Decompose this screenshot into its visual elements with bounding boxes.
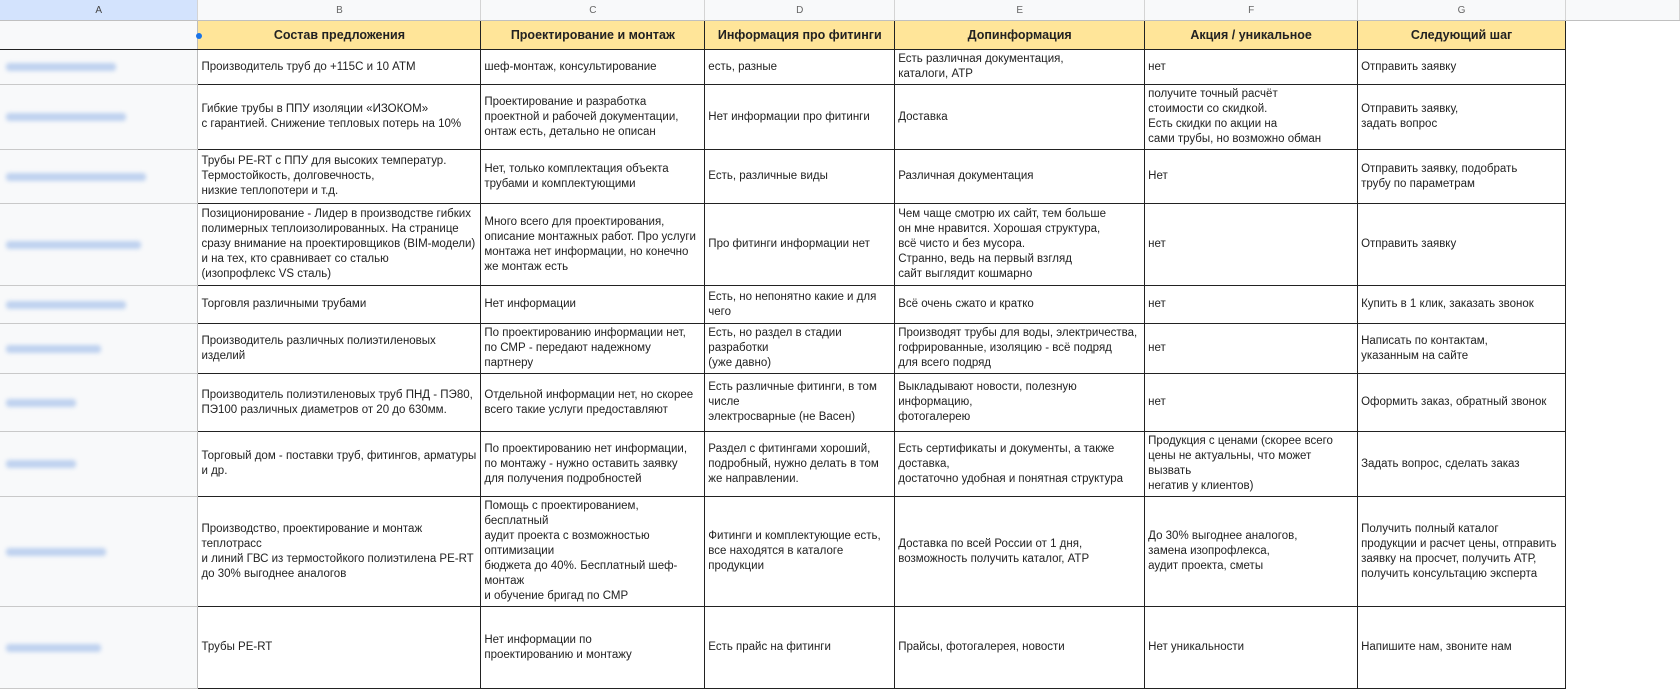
cell-offer[interactable]: Торговля различными трубами — [198, 286, 481, 324]
cell-next-step[interactable]: Оформить заказ, обратный звонок — [1358, 374, 1566, 432]
cell-next-step[interactable]: Отправить заявку — [1358, 204, 1566, 286]
cell-extra-info[interactable]: Есть различная документация, каталоги, АТР — [895, 50, 1145, 85]
table-row — [0, 204, 1680, 286]
url-cell[interactable] — [0, 150, 198, 204]
empty-cell — [1566, 150, 1680, 204]
cell-next-step[interactable]: Отправить заявку — [1358, 50, 1566, 85]
header-cell-fittings[interactable]: Информация про фитинги — [705, 21, 895, 50]
cell-fittings[interactable]: есть, разные — [705, 50, 895, 85]
url-cell[interactable] — [0, 497, 198, 607]
cell-offer[interactable]: Производитель полиэтиленовых труб ПНД - ПЭ80, ПЭ100 различных диаметров от 20 до 630мм. — [198, 374, 481, 432]
url-cell[interactable] — [0, 432, 198, 497]
cell-fittings[interactable]: Есть прайс на фитинги — [705, 607, 895, 689]
header-row — [0, 21, 1680, 50]
table-row — [0, 85, 1680, 150]
header-cell-promo[interactable]: Акция / уникальное — [1145, 21, 1358, 50]
table-row — [0, 50, 1680, 85]
blurred-link[interactable] — [6, 173, 146, 181]
cell-design[interactable]: По проектированию нет информации, по монтажу - нужно оставить заявку для получения подробностей — [481, 432, 705, 497]
cell-design[interactable]: Нет информации — [481, 286, 705, 324]
cell-fittings[interactable]: Есть различные фитинги, в том числе электросварные (не Васен) — [705, 374, 895, 432]
cell-fittings[interactable]: Есть, но раздел в стадии разработки (уже давно) — [705, 324, 895, 374]
cell-extra-info[interactable]: Чем чаще смотрю их сайт, тем больше он мне нравится. Хорошая структура, всё чисто и без мусора. Странно, ведь на первый взгляд сайт выглядит кошмарно — [895, 204, 1145, 286]
cell-fittings[interactable]: Про фитинги информации нет — [705, 204, 895, 286]
url-cell[interactable] — [0, 324, 198, 374]
table-row — [0, 150, 1680, 204]
cell-promo[interactable]: нет — [1145, 324, 1358, 374]
empty-cell — [1566, 204, 1680, 286]
cell-offer[interactable]: Гибкие трубы в ППУ изоляции «ИЗОКОМ» с гарантией. Снижение тепловых потерь на 10% — [198, 85, 481, 150]
cell-fittings[interactable]: Фитинги и комплектующие есть, все находятся в каталоге продукции — [705, 497, 895, 607]
empty-cell — [1566, 497, 1680, 607]
cell-promo[interactable]: До 30% выгоднее аналогов, замена изопрофлекса, аудит проекта, сметы — [1145, 497, 1358, 607]
blurred-link[interactable] — [6, 399, 76, 407]
column-header-e[interactable]: E — [895, 0, 1145, 21]
empty-cell — [1566, 432, 1680, 497]
blurred-link[interactable] — [6, 241, 141, 249]
empty-cell — [1566, 21, 1680, 50]
url-cell[interactable] — [0, 50, 198, 85]
url-cell[interactable] — [0, 374, 198, 432]
column-header-c[interactable]: C — [481, 0, 705, 21]
cell-fittings[interactable]: Есть, но непонятно какие и для чего — [705, 286, 895, 324]
cell-extra-info[interactable]: Всё очень сжато и кратко — [895, 286, 1145, 324]
cell-design[interactable]: По проектированию информации нет, по СМР - передают надежному партнеру — [481, 324, 705, 374]
table-row — [0, 286, 1680, 324]
column-header-g[interactable]: G — [1358, 0, 1566, 21]
cell-promo[interactable]: Нет уникальности — [1145, 607, 1358, 689]
cell-design[interactable]: Проектирование и разработка проектной и рабочей документации, онтаж есть, детально не описан — [481, 85, 705, 150]
cell-extra-info[interactable]: Прайсы, фотогалерея, новости — [895, 607, 1145, 689]
column-header-empty — [1566, 0, 1680, 21]
blurred-link[interactable] — [6, 301, 126, 309]
url-cell[interactable] — [0, 85, 198, 150]
cell-design[interactable]: Помощь с проектированием, бесплатный аудит проекта с возможностью оптимизации бюджета до 40%. Бесплатный шеф-монтаж и обучение бригад по СМР — [481, 497, 705, 607]
empty-cell — [1566, 374, 1680, 432]
blurred-link[interactable] — [6, 63, 116, 71]
column-header-d[interactable]: D — [705, 0, 895, 21]
cell-offer[interactable]: Трубы PE-RT с ППУ для высоких температур. Термостойкость, долговечность, низкие теплопотери и т.д. — [198, 150, 481, 204]
blurred-link[interactable] — [6, 345, 101, 353]
cell-next-step[interactable]: Отправить заявку, подобрать трубу по параметрам — [1358, 150, 1566, 204]
header-cell-extra-info[interactable]: Допинформация — [895, 21, 1145, 50]
url-cell[interactable] — [0, 286, 198, 324]
table-row — [0, 324, 1680, 374]
empty-cell — [1566, 85, 1680, 150]
cell-extra-info[interactable]: Выкладывают новости, полезную информацию, фотогалерею — [895, 374, 1145, 432]
cell-fittings[interactable]: Есть, различные виды — [705, 150, 895, 204]
cell-next-step[interactable]: Задать вопрос, сделать заказ — [1358, 432, 1566, 497]
column-header-b[interactable]: B — [198, 0, 481, 21]
table-row — [0, 432, 1680, 497]
header-cell-offer[interactable]: Состав предложения — [198, 21, 481, 50]
url-cell[interactable] — [0, 21, 198, 50]
cell-offer[interactable]: Производство, проектирование и монтаж теплотрасс и линий ГВС из термостойкого полиэтилена PE-RT до 30% выгоднее аналогов — [198, 497, 481, 607]
cell-offer[interactable]: Торговый дом - поставки труб, фитингов, арматуры и др. — [198, 432, 481, 497]
cell-next-step[interactable]: Купить в 1 клик, заказать звонок — [1358, 286, 1566, 324]
cell-fittings[interactable]: Нет информации про фитинги — [705, 85, 895, 150]
header-cell-design[interactable]: Проектирование и монтаж — [481, 21, 705, 50]
cell-promo[interactable]: Нет — [1145, 150, 1358, 204]
header-cell-next-step[interactable]: Следующий шаг — [1358, 21, 1566, 50]
cell-extra-info[interactable]: Доставка — [895, 85, 1145, 150]
empty-cell — [1566, 324, 1680, 374]
blurred-link[interactable] — [6, 460, 76, 468]
cell-promo[interactable]: нет — [1145, 374, 1358, 432]
url-cell[interactable] — [0, 204, 198, 286]
cell-extra-info[interactable]: Различная документация — [895, 150, 1145, 204]
cell-promo[interactable]: нет — [1145, 204, 1358, 286]
cell-fittings[interactable]: Раздел с фитингами хороший, подробный, нужно делать в том же направлении. — [705, 432, 895, 497]
cell-next-step[interactable]: Написать по контактам, указанным на сайте — [1358, 324, 1566, 374]
cell-next-step[interactable]: Получить полный каталог продукции и расчет цены, отправить заявку на просчет, получить АТР, получить консультацию эксперта — [1358, 497, 1566, 607]
cell-extra-info[interactable]: Есть сертификаты и документы, а также доставка, достаточно удобная и понятная структура — [895, 432, 1145, 497]
blurred-link[interactable] — [6, 548, 106, 556]
cell-design[interactable]: Нет, только комплектация объекта трубами и комплектующими — [481, 150, 705, 204]
empty-cell — [1566, 607, 1680, 689]
cell-next-step[interactable]: Отправить заявку, задать вопрос — [1358, 85, 1566, 150]
cell-promo[interactable]: нет — [1145, 286, 1358, 324]
table-row — [0, 497, 1680, 607]
cell-promo[interactable]: Продукция с ценами (скорее всего цены не актуальны, что может вызвать негатив у клиентов) — [1145, 432, 1358, 497]
cell-design[interactable]: шеф-монтаж, консультирование — [481, 50, 705, 85]
column-header-a[interactable]: A — [0, 0, 198, 21]
cell-promo[interactable]: нет — [1145, 50, 1358, 85]
cell-offer[interactable]: Трубы PE-RT — [198, 607, 481, 689]
cell-design[interactable]: Нет информации по проектированию и монтажу — [481, 607, 705, 689]
empty-cell — [1566, 286, 1680, 324]
cell-offer[interactable]: Позиционирование - Лидер в производстве гибких полимерных теплоизолированных. На странице сразу внимание на проектировщиков (BIM-модели) и на тех, кто сравнивает со сталью (изопрофлекс VS сталь) — [198, 204, 481, 286]
cell-extra-info[interactable]: Доставка по всей России от 1 дня, возможность получить каталог, АТР — [895, 497, 1145, 607]
cell-offer[interactable]: Производитель труб до +115С и 10 АТМ — [198, 50, 481, 85]
cell-next-step[interactable]: Напишите нам, звоните нам — [1358, 607, 1566, 689]
cell-extra-info[interactable]: Производят трубы для воды, электричества, гофрированные, изоляцию - всё подряд для всего подряд — [895, 324, 1145, 374]
column-header-f[interactable]: F — [1145, 0, 1358, 21]
column-headers — [0, 0, 1680, 21]
table-row — [0, 374, 1680, 432]
cell-promo[interactable]: получите точный расчёт стоимости со скидкой. Есть скидки по акции на сами трубы, но возможно обман — [1145, 85, 1358, 150]
blurred-link[interactable] — [6, 644, 101, 652]
selection-handle[interactable] — [196, 33, 202, 39]
blurred-link[interactable] — [6, 113, 126, 121]
empty-cell — [1566, 50, 1680, 85]
table-row — [0, 607, 1680, 689]
url-cell[interactable] — [0, 607, 198, 689]
cell-design[interactable]: Отдельной информации нет, но скорее всего такие услуги предоставляют — [481, 374, 705, 432]
cell-offer[interactable]: Производитель различных полиэтиленовых изделий — [198, 324, 481, 374]
cell-design[interactable]: Много всего для проектирования, описание монтажных работ. Про услуги монтажа нет информации, но конечно же монтаж есть — [481, 204, 705, 286]
